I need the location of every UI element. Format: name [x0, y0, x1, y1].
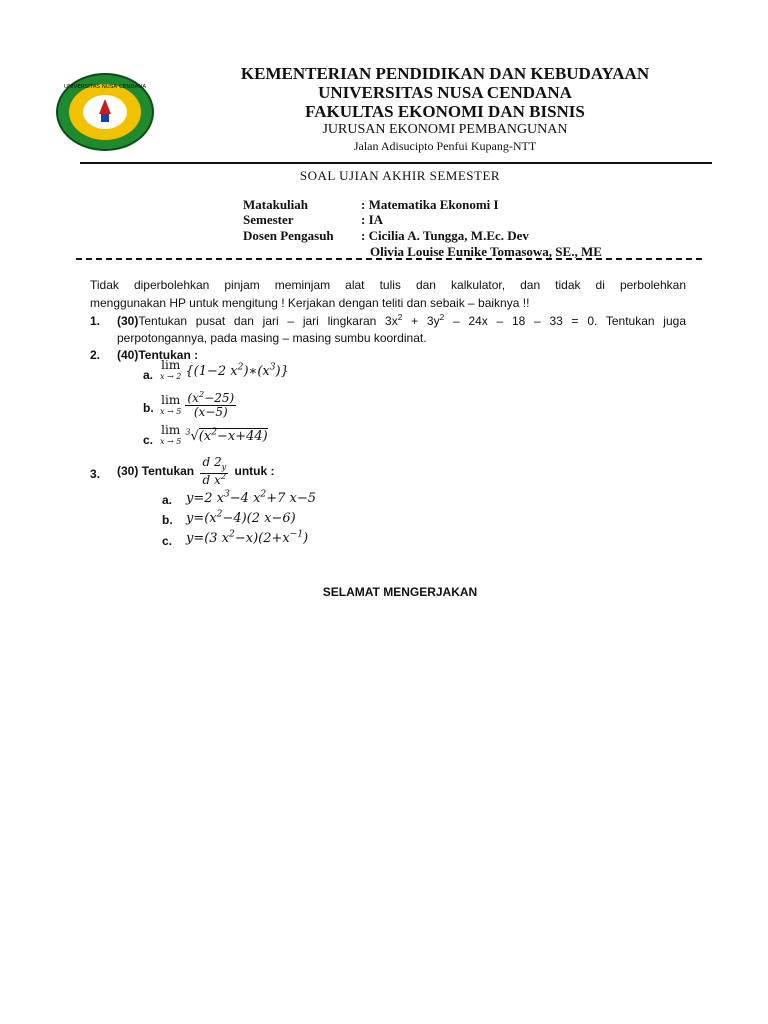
- q3a-letter: a.: [162, 493, 173, 507]
- university-logo: [55, 72, 155, 152]
- q3-label: (30) Tentukan $\frac{d 2_y}{d x^2}$ untuk :: [117, 455, 275, 488]
- q3-number: 3.: [90, 467, 101, 481]
- q1-points: (30): [117, 314, 139, 328]
- instructions-line-1: Tidak diperbolehkan pinjam meminjam alat tulis dan kalkulator, dan tidak di perbolehkan: [90, 278, 686, 292]
- q1-text-a: Tentukan pusat dan jari – jari lingkaran 3x: [138, 314, 398, 328]
- info-value-semester: : IA: [361, 212, 384, 227]
- q1-text-b: + 3y: [402, 314, 440, 328]
- q1-line-2: perpotongannya, pada masing – masing sumbu koordinat.: [117, 331, 427, 345]
- q1-text-c: – 24x – 18 – 33 = 0. Tentukan juga: [444, 314, 686, 328]
- q3b-letter: b.: [162, 513, 173, 527]
- q1-sup-x: 2: [397, 312, 403, 322]
- q3b-expression: $y=(x^2-4)(2$ x−6): [186, 509, 296, 526]
- q2a-expression: lim x → 2 {(1−2 $x^2)∗(x^3)$}: [160, 358, 289, 381]
- q2a-letter: a.: [143, 368, 154, 382]
- q2-points: (40): [117, 348, 139, 362]
- department-title: JURUSAN EKONOMI PEMBANGUNAN: [322, 122, 568, 137]
- q2c-lim: lim: [161, 423, 181, 437]
- q1-text: [117, 312, 686, 330]
- q3c-letter: c.: [162, 534, 173, 548]
- info-value-lecturer-2: Olivia Louise Eunike Tomasowa, SE., ME: [370, 244, 602, 259]
- exam-title: SOAL UJIAN AKHIR SEMESTER: [299, 168, 501, 183]
- q2-number: 2.: [90, 348, 101, 362]
- q3c-expression: y=(3 $x^2-x)(2+x^{-1})$: [186, 529, 309, 546]
- info-value-lecturer-1: : Cicilia A. Tungga, M.Ec. Dev: [361, 228, 529, 243]
- q2b-letter: b.: [143, 401, 154, 415]
- q1-sup-y: 2: [439, 312, 445, 322]
- university-title: UNIVERSITAS NUSA CENDANA: [318, 83, 572, 102]
- info-label-semester: Semester: [243, 212, 294, 227]
- q2b-expression: lim x → 5 $\frac{(x^2-25)}{(x-5)}$: [160, 389, 235, 419]
- q3-label-pre: Tentukan: [141, 463, 195, 478]
- info-label-lecturer: Dosen Pengasuh: [243, 228, 334, 243]
- svg-text:UNIVERSITAS NUSA CENDANA: UNIVERSITAS NUSA CENDANA: [63, 84, 147, 90]
- q3a-expression: y=2 $x^3-4$ $x^2+7$ x−5: [186, 489, 317, 506]
- q2b-sub: x → 5: [160, 406, 182, 416]
- info-label-course: Matakuliah: [243, 197, 309, 212]
- q1-number: 1.: [90, 314, 101, 328]
- q3-label-post: untuk :: [234, 463, 275, 478]
- q2b-lim: lim: [161, 392, 181, 407]
- q2a-sub: x → 2: [160, 372, 182, 381]
- faculty-title: FAKULTAS EKONOMI DAN BISNIS: [305, 102, 585, 121]
- q3-points: (30): [117, 463, 139, 478]
- header-divider: [80, 162, 712, 164]
- q2c-expression: lim x → 5 $^3√(x^2-x+44)$: [160, 423, 268, 446]
- closing-text: SELAMAT MENGERJAKAN: [322, 585, 478, 599]
- dashed-divider: [76, 258, 702, 260]
- q2-label-text: Tentukan :: [138, 348, 199, 362]
- address-line: Jalan Adisucipto Penfui Kupang-NTT: [353, 139, 537, 153]
- instructions-line-2: menggunakan HP untuk mengitung ! Kerjakan dengan teliti dan sebaik – baiknya !!: [90, 296, 530, 310]
- q2a-lim: lim: [161, 358, 181, 372]
- info-value-course: : Matematika Ekonomi I: [361, 197, 499, 212]
- q2c-sub: x → 5: [160, 437, 182, 446]
- q2c-letter: c.: [143, 433, 154, 447]
- ministry-title: KEMENTERIAN PENDIDIKAN DAN KEBUDAYAAN: [240, 64, 650, 83]
